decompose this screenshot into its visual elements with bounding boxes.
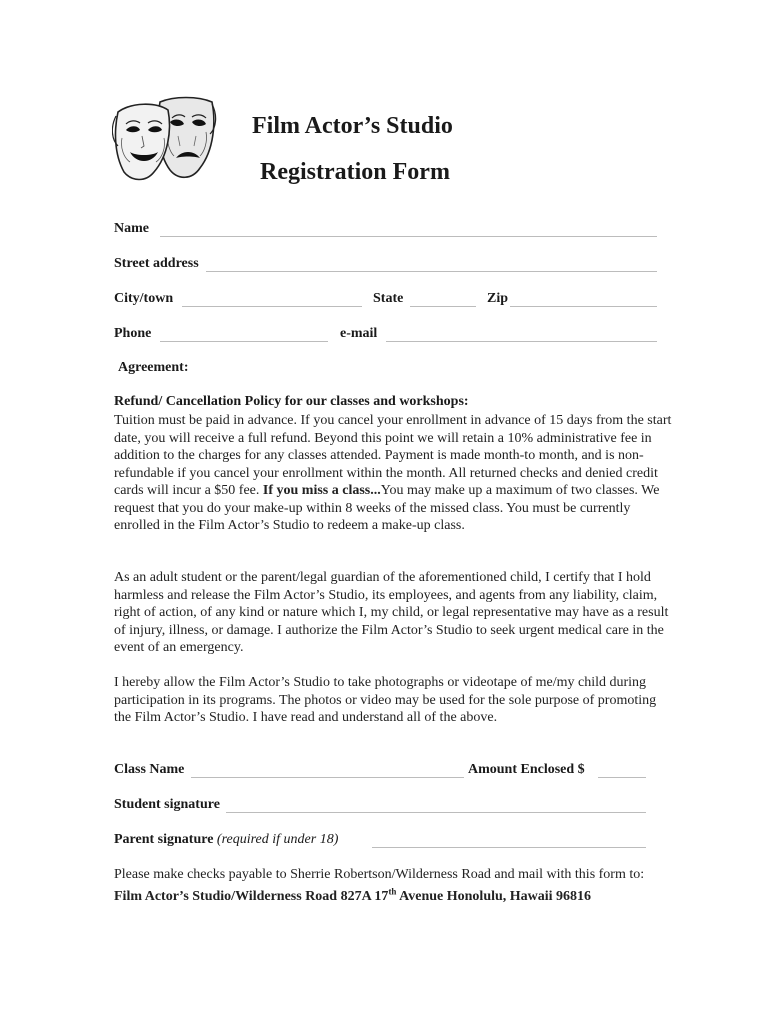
mailing-address-b: Avenue Honolulu, Hawaii 96816 [396, 889, 592, 905]
comedy-tragedy-masks-logo [112, 92, 218, 188]
parent-signature-note: (required if under 18) [216, 832, 339, 847]
name-field[interactable] [160, 236, 657, 237]
city-field[interactable] [182, 306, 362, 307]
missed-class-heading: If you miss a class... [262, 483, 381, 498]
student-signature-field[interactable] [226, 812, 646, 813]
amount-label: Amount Enclosed $ [468, 762, 585, 777]
page-title: Film Actor’s Studio [252, 113, 453, 139]
mailing-address-sup: th [388, 886, 397, 897]
city-state-zip-row [114, 291, 657, 311]
payment-instructions-text: Please make checks payable to Sherrie Robertson/Wilderness Road and mail with this form to: [114, 867, 645, 882]
amount-field[interactable] [598, 777, 646, 778]
parent-signature-label-group [114, 832, 338, 848]
zip-label: Zip [487, 291, 509, 306]
name-row [114, 221, 657, 241]
class-amount-row [114, 762, 657, 782]
city-label: City/town [114, 291, 174, 306]
student-signature-label: Student signature [114, 797, 220, 812]
state-label: State [373, 291, 404, 306]
agreement-heading: Agreement: [118, 360, 189, 375]
street-label: Street address [114, 256, 199, 271]
parent-signature-row [114, 832, 657, 852]
refund-policy-paragraph [114, 412, 674, 535]
phone-field[interactable] [160, 341, 328, 342]
page-subtitle: Registration Form [260, 159, 450, 185]
class-name-field[interactable] [191, 777, 464, 778]
media-release-paragraph: I hereby allow the Film Actor’s Studio to take photographs or videotape of me/my child during participation in its programs. The photos or video may be used for the sole purpose of promoting the Film Actor’s Studio. I have read and understand all of the above. [114, 675, 657, 725]
state-field[interactable] [410, 306, 476, 307]
class-name-label: Class Name [114, 762, 185, 777]
email-label: e-mail [340, 326, 378, 341]
student-signature-row [114, 797, 657, 817]
phone-email-row [114, 326, 657, 346]
payment-instructions [114, 866, 674, 906]
policy-title: Refund/ Cancellation Policy for our classes and workshops: [114, 394, 469, 409]
mailing-address [114, 886, 592, 905]
makeup-policy-text: You may make up a maximum of two classes. We request that you do your make-up within 8 weeks of the missed class. You must be currently enrolled in the Film Actor’s Studio to redeem a make-up class. [114, 483, 660, 533]
parent-signature-label: Parent signature [114, 832, 214, 847]
name-label: Name [114, 221, 149, 236]
email-field[interactable] [386, 341, 657, 342]
liability-paragraph: As an adult student or the parent/legal guardian of the aforementioned child, I certify that I hold harmless and release the Film Actor’s Studio, its employees, and agents from any liability, claim, right of action, of any kind or nature which I, my child, or legal representative may have as a result of injury, illness, or damage. I authorize the Film Actor’s Studio to seek urgent medical care in the event of an emergency. [114, 570, 669, 655]
zip-field[interactable] [510, 306, 657, 307]
mailing-address-a: Film Actor’s Studio/Wilderness Road 827A 17 [114, 889, 389, 905]
parent-signature-field[interactable] [372, 847, 646, 848]
refund-policy-text: Tuition must be paid in advance. If you cancel your enrollment in advance of 15 days from the start date, you will receive a full refund. Beyond this point we will retain a 10% administrative fee in addition to the charges for any classes attended. Payment is made month-to month, and is non-refundable if you cancel your enrollment within the month. All returned checks and denied credit cards will incur a $50 fee. [114, 413, 672, 498]
phone-label: Phone [114, 326, 152, 341]
street-row [114, 256, 657, 276]
street-address-field[interactable] [206, 271, 657, 272]
